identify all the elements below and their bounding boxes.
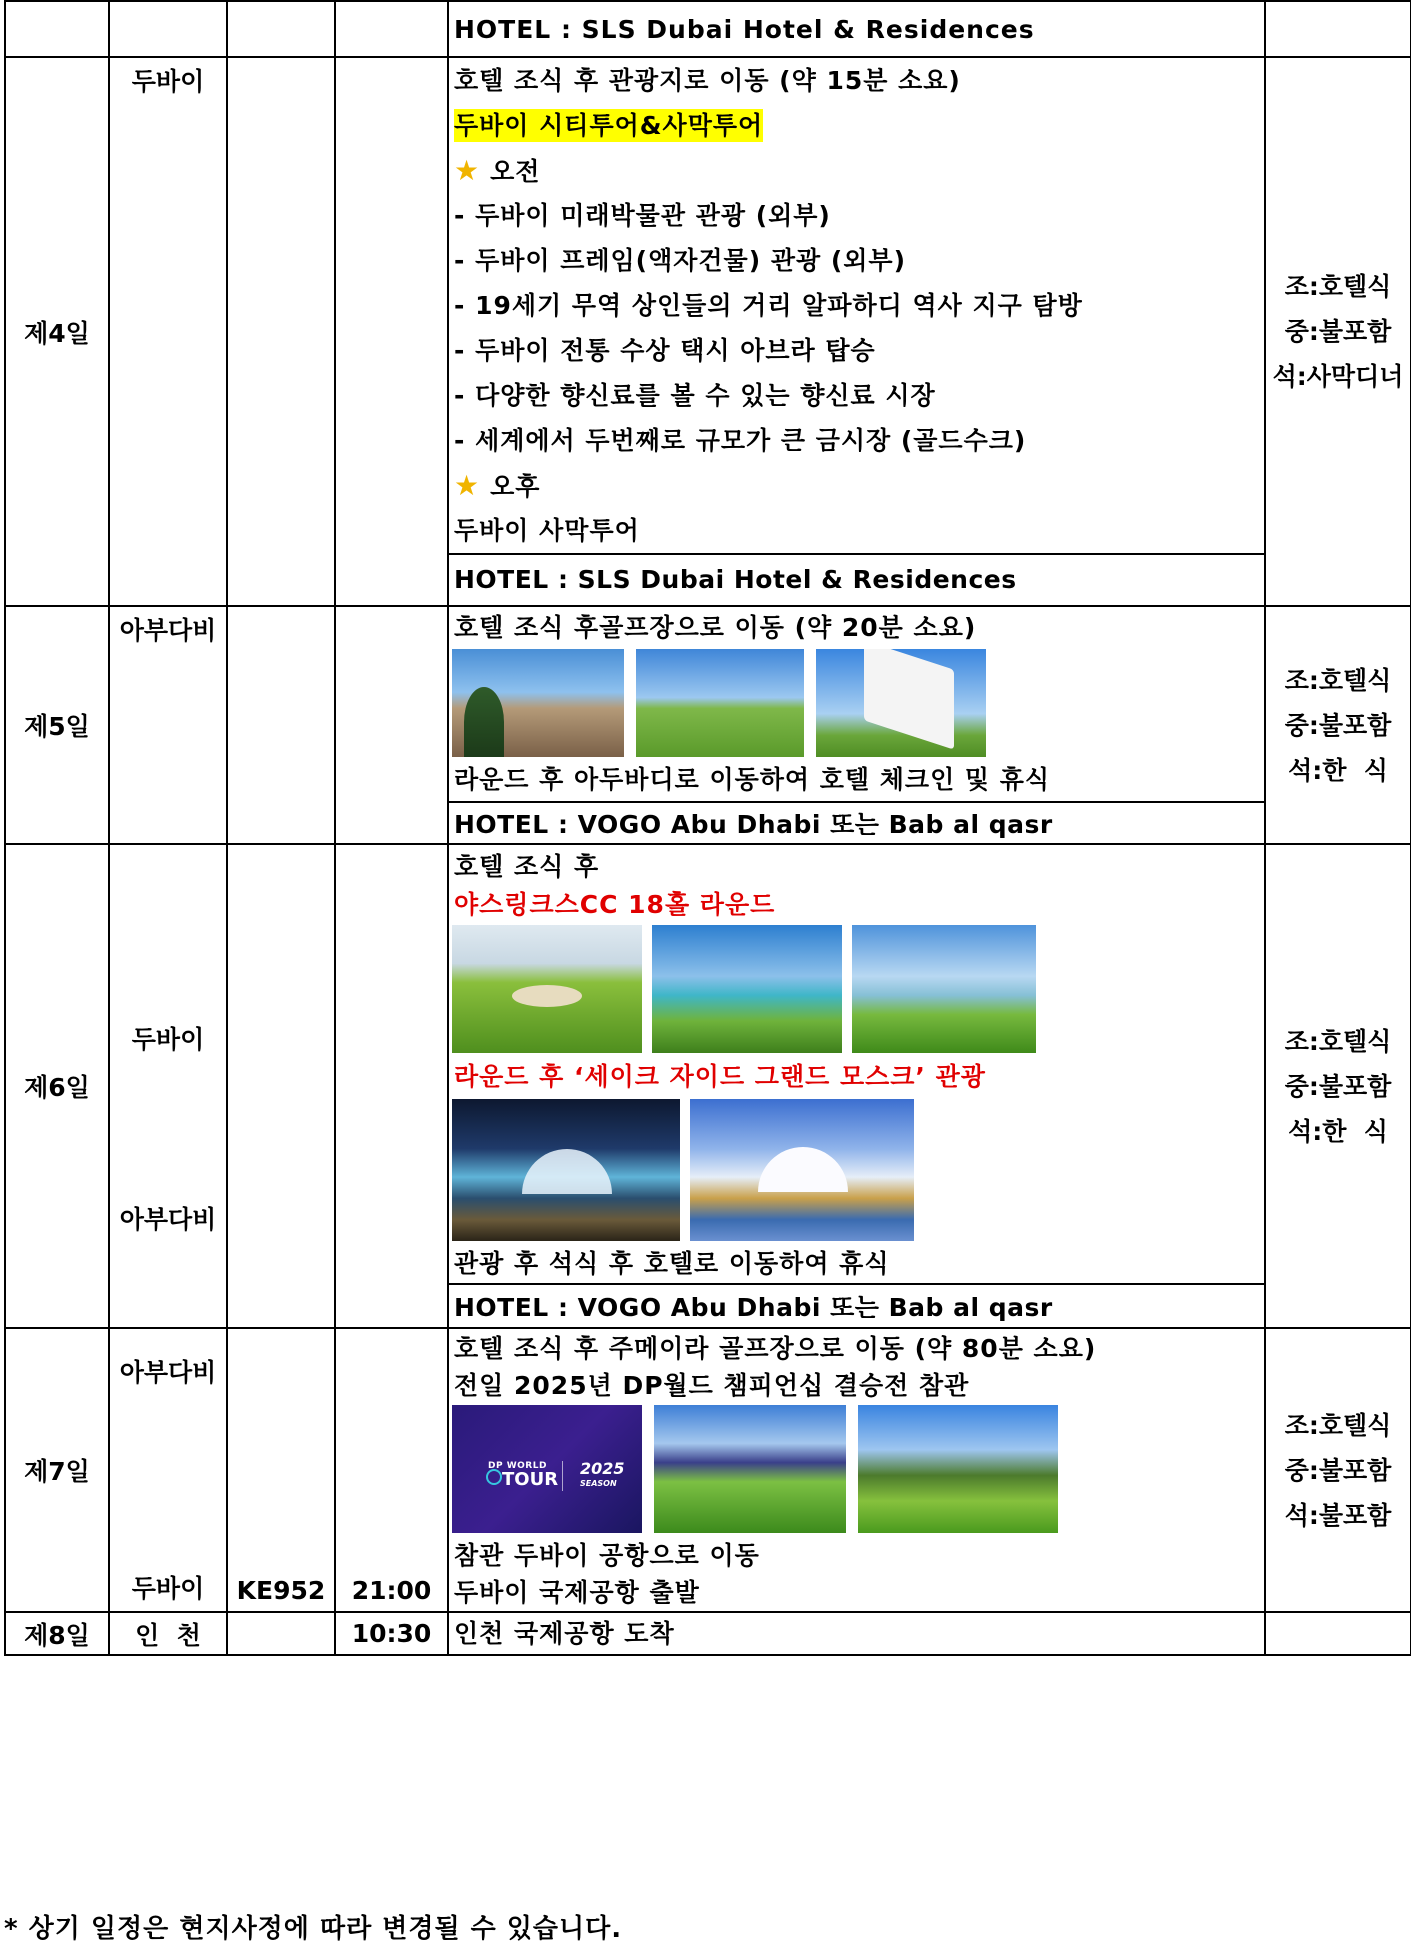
- meals: [1265, 1328, 1411, 1612]
- jumeirah-clubhouse-photo: [654, 1405, 846, 1533]
- day-label: 제8일: [5, 1612, 109, 1655]
- dp-world-tour-logo: [452, 1405, 642, 1533]
- itinerary-row-day4: [5, 57, 1411, 606]
- meal-dinner: 석:불포함: [1284, 1500, 1392, 1530]
- schedule-line: 관광 후 석식 후 호텔로 이동하여 휴식: [454, 1249, 890, 1278]
- clubhouse-terrace-photo: [852, 925, 1036, 1053]
- city-label: 두바이: [131, 1574, 205, 1603]
- schedule-line: 호텔 조식 후 주메이라 골프장으로 이동 (약 80분 소요): [454, 1334, 1097, 1363]
- day-label: 제5일: [5, 606, 109, 844]
- logo-text: DP WORLD: [488, 1461, 547, 1471]
- waterfront-course-photo: [652, 925, 842, 1053]
- itinerary-row-day6: [5, 844, 1411, 1328]
- itinerary-row-day7: [5, 1328, 1411, 1612]
- hotel-line: HOTEL : SLS Dubai Hotel & Residences: [449, 553, 1264, 605]
- schedule-line: 호텔 조식 후 관광지로 이동 (약 15분 소요): [454, 66, 961, 95]
- logo-text: SEASON: [580, 1479, 617, 1488]
- schedule-line: 두바이 국제공항 출발: [454, 1578, 700, 1607]
- golf-photos: [449, 647, 1264, 759]
- schedule-line: 라운드 후 아두바디로 이동하여 호텔 체크인 및 휴식: [454, 765, 1051, 794]
- city-label: 인 천: [109, 1612, 227, 1655]
- schedule-line: 참관 두바이 공항으로 이동: [454, 1541, 760, 1570]
- am-item: - 두바이 미래박물관 관광 (외부): [454, 201, 831, 230]
- mosque-photos: [449, 1097, 1264, 1243]
- logo-text: TOUR: [502, 1469, 559, 1490]
- meal-breakfast: 조:호텔식: [1284, 665, 1392, 695]
- meals: [1265, 57, 1411, 606]
- star-icon: ★: [454, 469, 481, 502]
- meal-breakfast: 조:호텔식: [1284, 272, 1392, 301]
- bunker-photo: [452, 925, 642, 1053]
- meal-breakfast: 조:호텔식: [1284, 1026, 1392, 1056]
- city-label: 아부다비: [119, 1205, 217, 1234]
- meal-breakfast: 조:호텔식: [1284, 1410, 1392, 1440]
- departure-time: 21:00: [351, 1576, 432, 1605]
- mosque-day-photo: [690, 1099, 914, 1241]
- footnote: * 상기 일정은 현지사정에 따라 변경될 수 있습니다.: [4, 1914, 623, 1944]
- meal-dinner: 석:한 식: [1288, 755, 1388, 785]
- meal-dinner: 석:사막디너: [1272, 362, 1404, 391]
- itinerary-row-prev: [5, 1, 1411, 57]
- hotel-line: HOTEL : VOGO Abu Dhabi 또는 Bab al qasr: [449, 801, 1264, 843]
- meals: [1265, 606, 1411, 844]
- meal-lunch: 중:불포함: [1284, 710, 1392, 740]
- meal-dinner: 석:한 식: [1288, 1116, 1388, 1146]
- pm-label: 오후: [490, 472, 541, 501]
- arrival-time: 10:30: [335, 1612, 448, 1655]
- meal-lunch: 중:불포함: [1284, 317, 1392, 346]
- golf-course-photo: [636, 649, 804, 757]
- pm-item: 두바이 사막투어: [454, 516, 640, 545]
- hotel-line: HOTEL : VOGO Abu Dhabi 또는 Bab al qasr: [449, 1283, 1264, 1327]
- jumeirah-course-photo: [858, 1405, 1058, 1533]
- schedule-line: 인천 국제공항 도착: [454, 1618, 675, 1648]
- itinerary-table: [4, 0, 1411, 1656]
- star-icon: ★: [454, 154, 481, 187]
- am-label: 오전: [490, 157, 541, 186]
- day-label: 제6일: [5, 844, 109, 1328]
- am-item: - 두바이 프레임(액자건물) 관광 (외부): [454, 246, 906, 275]
- hotel-line: HOTEL : SLS Dubai Hotel & Residences: [454, 14, 1035, 44]
- schedule-line: 호텔 조식 후: [454, 852, 600, 881]
- city-label: 두바이: [131, 1025, 205, 1054]
- meal-lunch: 중:불포함: [1284, 1455, 1392, 1485]
- flight-number: KE952: [236, 1576, 326, 1605]
- itinerary-row-day8: [5, 1612, 1411, 1655]
- golf-clubhouse-photo: [452, 649, 624, 757]
- schedule-line: 전일 2025년 DP월드 챔피언십 결승전 참관: [454, 1371, 970, 1400]
- day-label: 제4일: [5, 57, 109, 606]
- city-label: 두바이: [131, 67, 205, 96]
- schedule-line: 호텔 조식 후골프장으로 이동 (약 20분 소요): [454, 613, 977, 642]
- city-label: 아부다비: [119, 1358, 217, 1387]
- golf-flag-photo: [816, 649, 986, 757]
- am-item: - 세계에서 두번째로 규모가 큰 금시장 (골드수크): [454, 426, 1027, 455]
- meals: [1265, 844, 1411, 1328]
- round-title: 야스링크스CC 18홀 라운드: [454, 890, 776, 919]
- logo-text: 2025: [580, 1459, 625, 1478]
- tour-highlight: 두바이 시티투어&사막투어: [454, 111, 764, 140]
- city-label: 아부다비: [119, 616, 217, 645]
- am-item: - 다양한 향신료를 볼 수 있는 향신료 시장: [454, 381, 936, 410]
- mosque-night-photo: [452, 1099, 680, 1241]
- itinerary-row-day5: [5, 606, 1411, 844]
- championship-photos: [449, 1403, 1264, 1535]
- am-item: - 19세기 무역 상인들의 거리 알파하디 역사 지구 탐방: [454, 291, 1083, 320]
- day-label: 제7일: [5, 1328, 109, 1612]
- mosque-tour-title: 라운드 후 ‘세이크 자이드 그랜드 모스크’ 관광: [454, 1062, 986, 1091]
- meal-lunch: 중:불포함: [1284, 1071, 1392, 1101]
- am-item: - 두바이 전통 수상 택시 아브라 탑승: [454, 336, 876, 365]
- yas-links-photos: [449, 923, 1264, 1055]
